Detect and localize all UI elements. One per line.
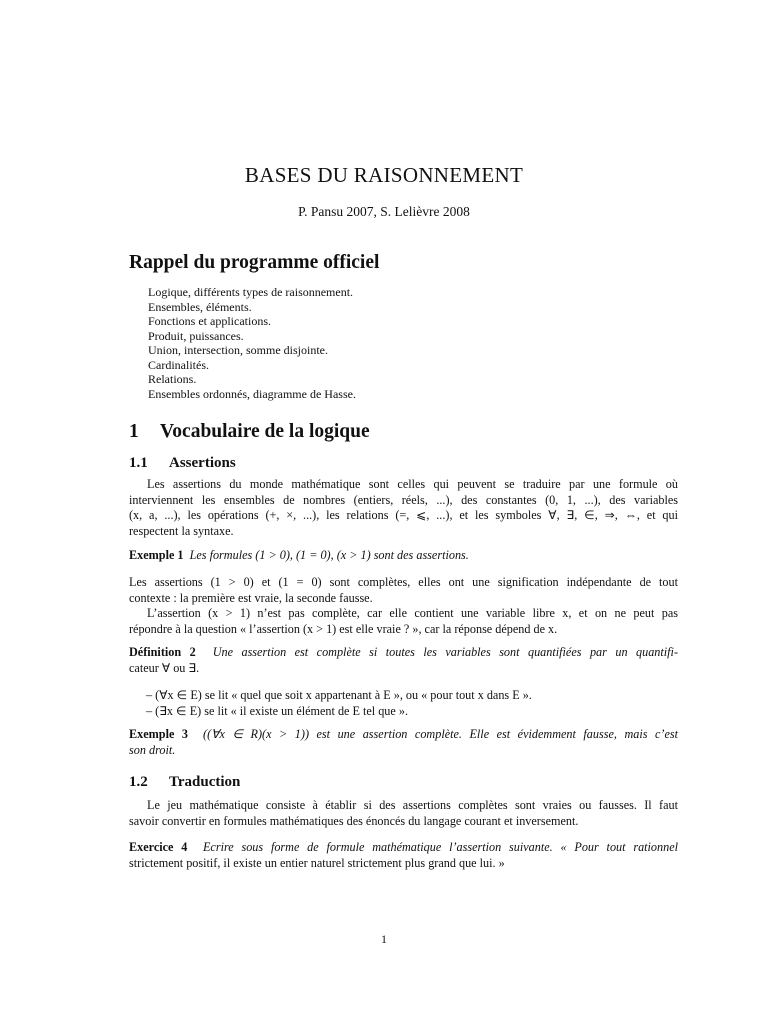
program-item: Produit, puissances. <box>148 328 244 343</box>
paragraph-line: respectent la syntaxe. <box>129 523 234 538</box>
exercice-label: Exercice 4 <box>129 840 188 854</box>
program-item: Relations. <box>148 372 197 386</box>
program-item: Logique, différents types de raisonnement. <box>148 285 354 299</box>
paragraph-line: savoir convertir en formules mathématiques des énoncés du langage courant et inversement. <box>129 813 579 828</box>
exemple-1 <box>129 548 678 564</box>
traduction-paragraph <box>129 798 678 829</box>
rappel-heading: Rappel du programme officiel <box>129 252 380 273</box>
section-1-heading <box>129 421 370 443</box>
program-item: Cardinalités. <box>148 357 209 372</box>
program-item: Ensembles ordonnés, diagramme de Hasse. <box>148 386 356 401</box>
program-item: Fonctions et applications. <box>148 314 271 328</box>
exemple-text: ((∀x ∈ R)(x > 1)) est une assertion complète. Elle est évidemment fausse, mais c’est <box>203 727 678 741</box>
section-number: 1 <box>129 421 139 442</box>
exemple-text: Les formules (1 > 0), (1 = 0), (x > 1) sont des assertions. <box>189 548 469 562</box>
list-item: – (∃x ∈ E) se lit « il existe un élément de E tel que ». <box>146 703 409 718</box>
list-item: – (∀x ∈ E) se lit « quel que soit x appartenant à E », ou « pour tout x dans E ». <box>146 688 532 702</box>
exemple-label: Exemple 1 <box>129 548 184 562</box>
exercice-4 <box>129 840 678 871</box>
paragraph-line: (x, a, ...), les opérations (+, ×, ...), les relations (=, ⩽, ...), et les symboles ∀, ∃, ∈, ⇒, ⇔, et qui <box>129 508 678 523</box>
paragraph-line: Les assertions du monde mathématique sont celles qui peuvent se traduire par une formule où <box>147 477 678 491</box>
subsection-title: Assertions <box>169 455 236 471</box>
exercice-text: Ecrire sous forme de formule mathématique l’assertion suivante. « Pour tout rationnel <box>202 840 679 854</box>
section-title: Vocabulaire de la logique <box>160 421 370 442</box>
paragraph-line: Les assertions (1 > 0) et (1 = 0) sont complètes, elles ont une signification indépendante de tout <box>129 575 678 589</box>
program-list <box>148 285 356 401</box>
exemple-text-continued: son droit. <box>129 742 176 757</box>
paragraph-line: L’assertion (x > 1) n’est pas complète, car elle contient une variable libre x, et on ne peut pas <box>147 606 678 621</box>
quantifier-list <box>146 688 532 719</box>
definition-text-continued: cateur ∀ ou ∃. <box>129 660 200 675</box>
paragraph-line: contexte : la première est vraie, la seconde fausse. <box>129 590 373 605</box>
assertions-intro-paragraph <box>129 477 678 539</box>
subsection-number: 1.1 <box>129 455 148 471</box>
subsection-number: 1.2 <box>129 774 148 790</box>
document-title: BASES DU RAISONNEMENT <box>244 163 524 187</box>
exemple-3 <box>129 727 678 758</box>
exemple-label: Exemple 3 <box>129 727 188 741</box>
paragraph-line: Le jeu mathématique consiste à établir si des assertions complètes sont vraies ou fausses. Il faut <box>147 798 678 812</box>
paragraph-line: interviennent les ensembles de nombres (entiers, réels, ...), des constantes (0, 1, ...), des variables <box>129 492 678 507</box>
definition-label: Définition 2 <box>129 645 196 659</box>
assertions-paragraph-2 <box>129 575 678 637</box>
definition-text: Une assertion est complète si toutes les variables sont quantifiées par un quantifi- <box>212 645 679 659</box>
exercice-text-continued: strictement positif, il existe un entier naturel strictement plus grand que lui. » <box>129 855 505 870</box>
subsection-title: Traduction <box>169 774 241 790</box>
page-number: 1 <box>381 932 387 946</box>
subsection-1-1-heading <box>129 455 236 472</box>
program-item: Union, intersection, somme disjointe. <box>148 343 328 357</box>
paragraph-line: répondre à la question « l’assertion (x > 1) est elle vraie ? », car la réponse dépend de x. <box>129 621 558 636</box>
subsection-1-2-heading <box>129 774 240 791</box>
program-item: Ensembles, éléments. <box>148 299 252 314</box>
definition-2 <box>129 645 678 676</box>
document-authors: P. Pansu 2007, S. Lelièvre 2008 <box>298 204 470 219</box>
